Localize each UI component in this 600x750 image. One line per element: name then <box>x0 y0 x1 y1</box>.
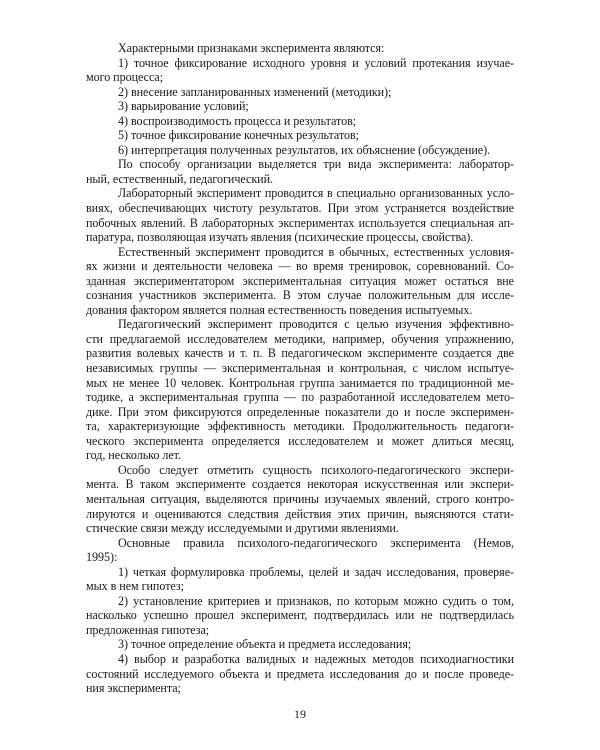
text-line: Характерными признаками эксперимента являются: <box>118 41 385 55</box>
text-line: 1) точное фиксирование исходного уровня и условий протекания изучае- <box>118 55 514 70</box>
text-line: 6) интерпретация полученных результатов, их объяснение (обсуждение). <box>118 142 491 157</box>
text-line: мента. В таком эксперименте создается некоторая искусственная или экспери- <box>86 477 514 492</box>
text-line: ный, естественный, педагогический. <box>86 171 273 186</box>
text-line: предложенная гипотеза; <box>86 622 210 637</box>
text-line: По способу организации выделяется три вида эксперимента: лаборатор- <box>118 157 514 172</box>
text-line: ментальная ситуация, выделяются причины изучаемых явлений, строго контро- <box>86 491 514 506</box>
text-line: сти предлагаемой исследователем методики, например, обучения упражнению, <box>86 331 514 346</box>
text-line: 4) выбор и разработка валидных и надежных методов психодиагностики <box>118 651 514 666</box>
text-line: ях жизни и деятельности человека — во время тренировок, соревнований. Со- <box>86 259 514 274</box>
page-body-text <box>86 41 514 696</box>
text-line: виях, обеспечивающих чистоту результатов. При этом устраняется воздействие <box>86 201 514 216</box>
text-line: Основные правила психолого-педагогического эксперимента (Немов, <box>118 535 514 550</box>
text-line: Педагогический эксперимент проводится с целью изучения эффективно- <box>118 317 514 332</box>
text-line: 1995): <box>86 550 118 565</box>
text-line: стические связи между исследуемыми и другими явлениями. <box>86 521 399 536</box>
text-line: 4) воспроизводимость процесса и результатов; <box>118 113 357 128</box>
text-line: 1) четкая формулировка проблемы, целей и задач исследования, проверяе- <box>118 564 514 579</box>
text-line: развития волевых качеств и т. п. В педагогическом эксперименте создается две <box>86 346 514 361</box>
text-line: зданная экспериментатором экспериментальная ситуация может остаться вне <box>86 273 514 288</box>
text-line: 3) варьирование условий; <box>118 99 249 114</box>
text-line: мых не менее 10 человек. Контрольная группа занимается по традиционной ме- <box>86 375 514 390</box>
text-line: насколько успешно прошел эксперимент, подтвердилась или не подтвердилась <box>86 608 514 623</box>
text-line: ния эксперимента; <box>86 681 181 696</box>
text-line: 5) точное фиксирование конечных результатов; <box>118 128 359 143</box>
text-line: тодике, а экспериментальная группа — по разработанной исследователем мето- <box>86 390 514 405</box>
text-line: год, несколько лет. <box>86 448 181 463</box>
page-number: 19 <box>294 707 306 721</box>
text-line: Лабораторный эксперимент проводится в специально организованных усло- <box>118 186 514 201</box>
text-line: Особо следует отметить сущность психолого-педагогического экспери- <box>118 462 514 477</box>
text-line: дования фактором является полная естественность поведения испытуемых. <box>86 302 473 317</box>
text-line: мого процесса; <box>86 70 164 85</box>
text-line: состояний исследуемого объекта и предмета исследования до и после проведе- <box>86 666 514 681</box>
text-line: побочных явлений. В лабораторных экспериментах используется специальная ап- <box>86 215 514 230</box>
text-line: Естественный эксперимент проводится в обычных, естественных условия- <box>118 244 514 259</box>
text-line: дике. При этом фиксируются определенные показатели до и после эксперимен- <box>86 404 514 419</box>
text-line: 2) установление критериев и признаков, по которым можно судить о том, <box>118 593 514 608</box>
text-line: паратура, позволяющая изучать явления (психические процессы, свойства). <box>86 230 474 245</box>
text-line: сознания участников эксперимента. В этом случае положительным для иссле- <box>86 288 514 303</box>
text-line: мых в нем гипотез; <box>86 579 184 594</box>
text-line: та, характеризующие эффективность методики. Продолжительность педагоги- <box>86 419 514 434</box>
text-line: независимых группы — экспериментальная и контрольная, с числом испытуе- <box>86 361 514 376</box>
text-line: лируются и оцениваются следствия действия этих причин, выясняются стати- <box>86 506 514 521</box>
text-line: 3) точное определение объекта и предмета исследования; <box>118 637 412 652</box>
text-line: 2) внесение запланированных изменений (методики); <box>118 84 392 99</box>
text-line: ческого эксперимента определяется исследователем и может длиться месяц, <box>86 433 514 448</box>
